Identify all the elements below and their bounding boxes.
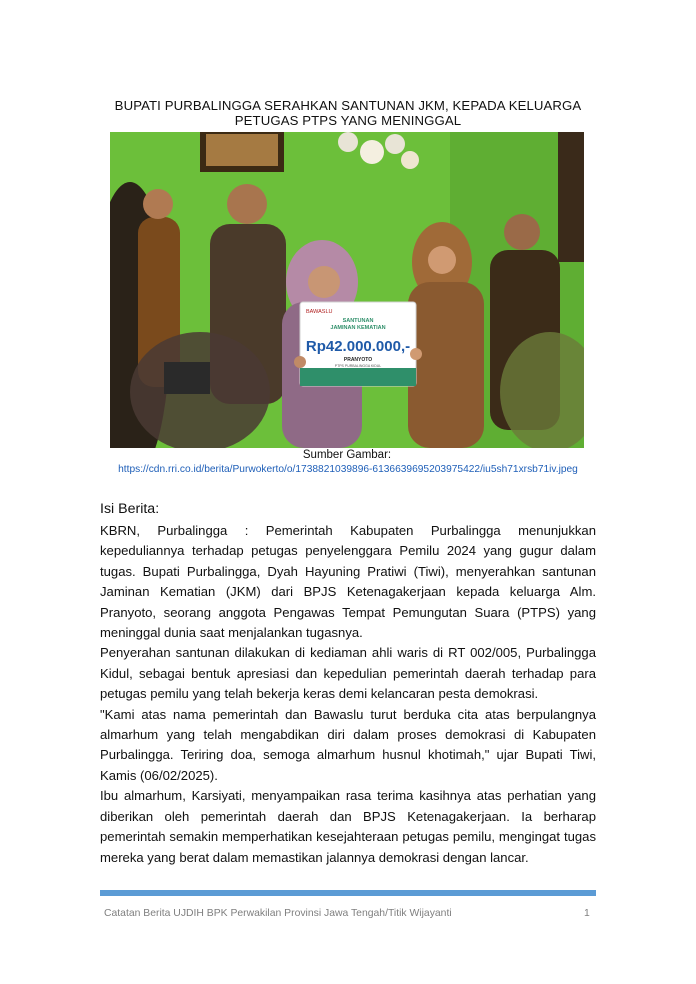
footer-divider xyxy=(100,890,596,896)
article-title: BUPATI PURBALINGGA SERAHKAN SANTUNAN JKM, KEPADA KELUARGA PETUGAS PTPS YANG MENINGGAL xyxy=(114,98,582,128)
image-source-link[interactable]: https://cdn.rri.co.id/berita/Purwokerto/o/1738821039896-6136639695203975422/iu5sh71xrsb71iv.jpeg xyxy=(118,464,578,475)
board-heading-2: JAMINAN KEMATIAN xyxy=(330,325,386,331)
board-logo-text: BAWASLU xyxy=(306,309,333,315)
paragraph-2: Penyerahan santunan dilakukan di kediaman ahli waris di RT 002/005, Purbalingga Kidul, sebagai bentuk apresiasi dan kepedulian pemerintah daerah terhadap para petugas pemilu yang telah bekerja keras demi kelancaran pesta demokrasi. xyxy=(100,645,596,702)
board-recipient: PRANYOTO xyxy=(343,357,373,363)
page-number: 1 xyxy=(584,908,590,919)
footer-text: Catatan Berita UJDIH BPK Perwakilan Provinsi Jawa Tengah/Titik Wijayanti xyxy=(104,908,452,919)
board-subtitle: PTPS PURBALINGGA KIDUL xyxy=(334,364,382,368)
image-source-label: Sumber Gambar: xyxy=(302,449,392,461)
paragraph-4: Ibu almarhum, Karsiyati, menyampaikan rasa terima kasihnya atas perhatian yang diberikan oleh pemerintah daerah dan BPJS Ketenagakerjaan. Ia berharap pemerintah semakin memperhatikan kesejahteraan petugas pemilu, mengingat tugas mereka yang berat dalam memastikan jalannya demokrasi dengan lancar. xyxy=(100,788,596,865)
board-amount: Rp42.000.000,- xyxy=(305,338,411,355)
news-photo xyxy=(110,132,584,448)
paragraph-1: KBRN, Purbalingga : Pemerintah Kabupaten Purbalingga menunjukkan kepeduliannya terhadap petugas penyelenggara Pemilu 2024 yang gugur dalam tugas. Bupati Purbalingga, Dyah Hayuning Pratiwi (Tiwi), menyerahkan santunan Jaminan Kematian (JKM) dari BPJS Ketenagakerjaan kepada keluarga Alm. Pranyoto, seorang anggota Pengawas Tempat Pemungutan Suara (PTPS) yang meninggal dunia saat menjalankan tugasnya. xyxy=(100,523,596,641)
section-heading: Isi Berita: xyxy=(100,501,160,517)
article-body xyxy=(100,521,596,868)
paragraph-3: "Kami atas nama pemerintah dan Bawaslu turut berduka cita atas berpulangnya almarhum yang telah mengabdikan diri dalam proses demokrasi di Kabupaten Purbalingga. Teriring doa, semoga almarhum husnul khotimah," ujar Bupati Tiwi, Kamis (06/02/2025). xyxy=(100,706,596,783)
board-heading-1: SANTUNAN xyxy=(342,318,374,324)
